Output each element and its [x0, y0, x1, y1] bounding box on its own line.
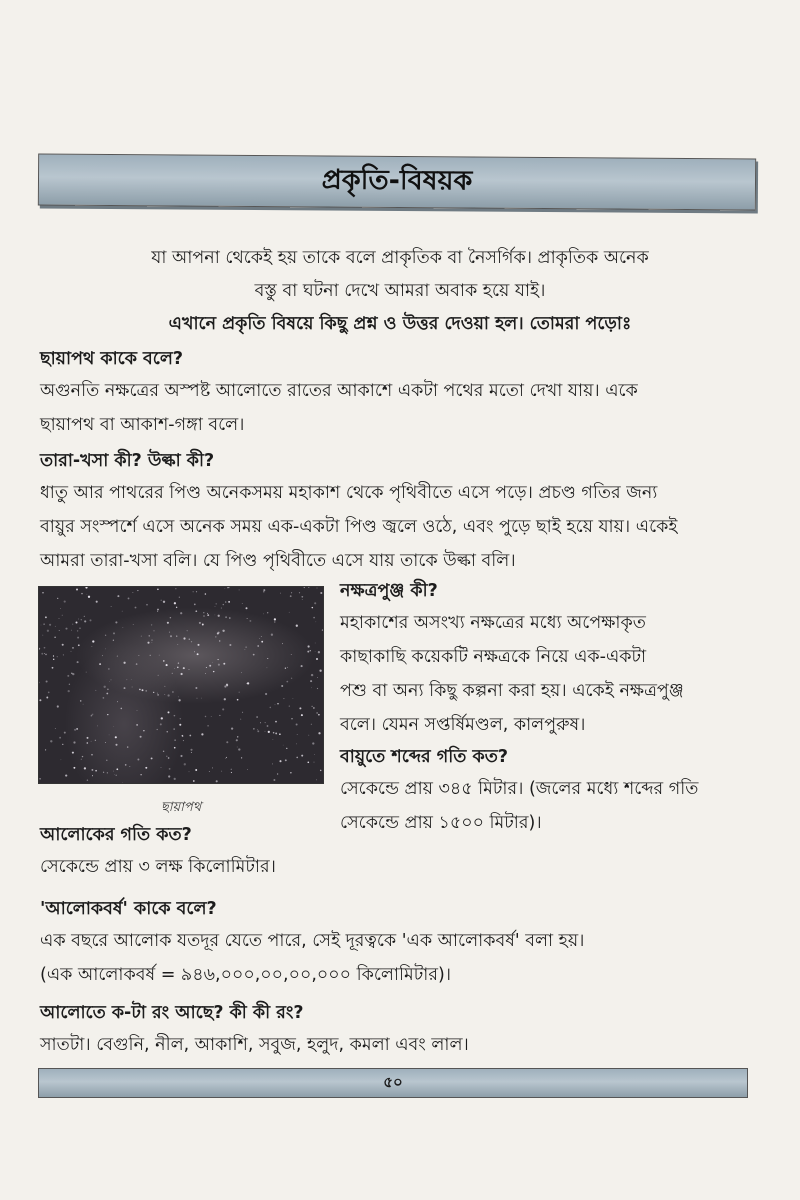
- star-field: [39, 587, 323, 783]
- qa-light-colors: [40, 998, 760, 1062]
- footer-bar: [38, 1068, 748, 1098]
- question: আলোকের গতি কত?: [40, 825, 192, 845]
- intro-line: যা আপনা থেকেই হয় তাকে বলে প্রাকৃতিক বা নৈসর্গিক। প্রাকৃতিক অনেক: [151, 248, 649, 268]
- question: বায়ুতে শব্দের গতি কত?: [340, 747, 508, 767]
- question: আলোতে ক-টা রং আছে? কী কী রং?: [40, 1003, 304, 1023]
- intro-instruction: এখানে প্রকৃতি বিষয়ে কিছু প্রশ্ন ও উত্তর দেওয়া হল। তোমরা পড়োঃ: [168, 314, 632, 334]
- question: নক্ষত্রপুঞ্জ কী?: [340, 581, 438, 601]
- answer-line: সাতটা। বেগুনি, নীল, আকাশি, সবুজ, হলুদ, কমলা এবং লাল।: [40, 1035, 469, 1055]
- intro-line: বস্তু বা ঘটনা দেখে আমরা অবাক হয়ে যাই।: [254, 281, 546, 301]
- intro-paragraph: [40, 242, 760, 341]
- qa-meteor: [40, 446, 760, 578]
- qa-light-speed: [40, 820, 760, 884]
- answer-line: এক বছরে আলোক যতদূর যেতে পারে, সেই দূরত্বকে 'এক আলোকবর্ষ' বলা হয়।: [40, 931, 585, 951]
- answer-line: অগুনতি নক্ষত্রের অস্পষ্ট আলোতে রাতের আকাশে একটা পথের মতো দেখা যায়। একে: [40, 381, 638, 401]
- question: ছায়াপথ কাকে বলে?: [40, 349, 184, 369]
- answer-line: মহাকাশের অসংখ্য নক্ষত্রের মধ্যে অপেক্ষাকৃত: [340, 613, 646, 633]
- answer-line: আমরা তারা-খসা বলি। যে পিণ্ড পৃথিবীতে এসে যায় তাকে উল্কা বলি।: [40, 551, 516, 571]
- section-header-banner: [38, 153, 756, 210]
- answer-line: ধাতু আর পাথরের পিণ্ড অনেকসময় মহাকাশ থেকে পৃথিবীতে এসে পড়ে। প্রচণ্ড গতির জন্য: [40, 483, 658, 503]
- answer-line: ছায়াপথ বা আকাশ-গঙ্গা বলে।: [40, 415, 245, 435]
- photo-caption: ছায়াপথ: [160, 800, 202, 815]
- answer-line: বলে। যেমন সপ্তর্ষিমণ্ডল, কালপুরুষ।: [340, 715, 586, 735]
- question: 'আলোকবর্ষ' কাকে বলে?: [40, 899, 217, 919]
- answer-line: পশু বা অন্য কিছু কল্পনা করা হয়। একেই নক্ষত্রপুঞ্জ: [340, 681, 684, 701]
- qa-constellation: [340, 576, 760, 742]
- answer-line: কাছাকাছি কয়েকটি নক্ষত্রকে নিয়ে এক-একটা: [340, 647, 647, 667]
- answer-line: বায়ুর সংস্পর্শে এসে অনেক সময় এক-একটা পিণ্ড জ্বলে ওঠে, এবং পুড়ে ছাই হয়ে যায়। একেই: [40, 517, 678, 537]
- page-title: প্রকৃতি-বিষয়ক: [321, 163, 473, 197]
- qa-light-year: [40, 894, 760, 992]
- milky-way-photo: [38, 586, 324, 784]
- answer-line: সেকেন্ডে প্রায় ১৫০০ মিটার)।: [340, 813, 542, 833]
- page-number: ৫০: [383, 1072, 403, 1091]
- answer-line: সেকেন্ডে প্রায় ৩ লক্ষ কিলোমিটার।: [40, 857, 276, 877]
- milky-way-figure: [38, 586, 324, 819]
- qa-milky-way: [40, 344, 760, 442]
- question: তারা-খসা কী? উল্কা কী?: [40, 451, 215, 471]
- right-column: [340, 576, 760, 840]
- answer-line: সেকেন্ডে প্রায় ৩৪৫ মিটার। (জলের মধ্যে শব্দের গতি: [340, 779, 699, 799]
- answer-line: (এক আলোকবর্ষ = ৯৪৬,০০০,০০,০০,০০০ কিলোমিটার)।: [40, 965, 452, 985]
